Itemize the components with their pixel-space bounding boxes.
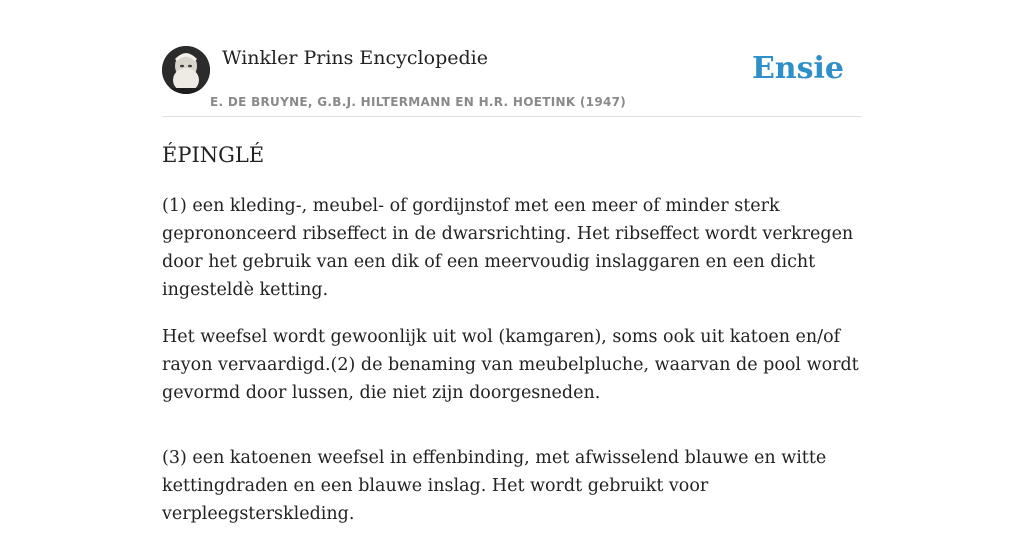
- site-logo[interactable]: Ensie: [751, 51, 844, 86]
- entry-body: [162, 192, 862, 547]
- publication-title[interactable]: Winkler Prins Encyclopedie: [222, 47, 488, 69]
- entry-paragraph: (1) een kleding-, meubel- of gordijnstof met een meer of minder sterk geprononceerd ribseffect in de dwarsrichting. Het ribseffect wordt verkregen door het gebruik van een dik of een meervoudig inslaggaren en een dicht ingesteldè ketting.: [162, 196, 854, 300]
- header: [162, 46, 862, 117]
- avatar[interactable]: [162, 46, 210, 94]
- author-portrait-icon: [162, 46, 210, 94]
- entry-paragraph: (3) een katoenen weefsel in effenbinding, met afwisselend blauwe en witte kettingdraden en een blauwe inslag. Het wordt gebruikt voor verpleegsterskleding.: [162, 448, 827, 524]
- entry-paragraph: Het weefsel wordt gewoonlijk uit wol (kamgaren), soms ook uit katoen en/of rayon vervaardigd.(2) de benaming van meubelpluche, waarvan de pool wordt gevormd door lussen, die niet zijn doorgesneden.: [162, 327, 859, 403]
- publication-authors: E. DE BRUYNE, G.B.J. HILTERMANN EN H.R. HOETINK (1947): [210, 95, 627, 109]
- entry-title: ÉPINGLÉ: [162, 143, 265, 167]
- page: [162, 0, 862, 524]
